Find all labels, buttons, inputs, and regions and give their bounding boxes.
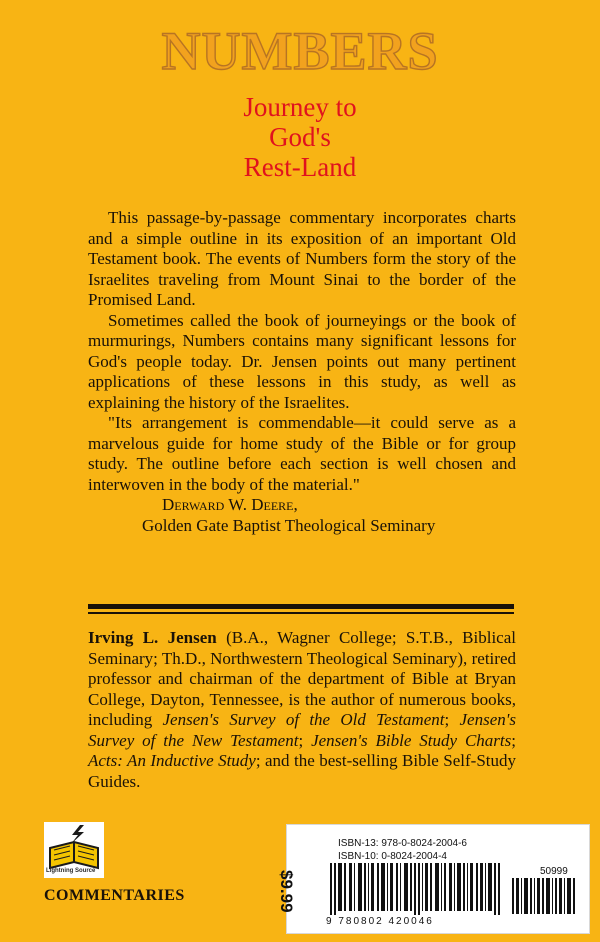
category-label: COMMENTARIES (44, 887, 185, 904)
barcode-digits: 9 780802 420046 (326, 916, 434, 927)
book-title-ref: Acts: An Inductive Study (88, 751, 256, 770)
description-paragraph: Sometimes called the book of journeyings or the book of murmurings, Numbers contains many significant lessons for God's people today. Dr. Jensen points out many pertinent applications of these lessons in this study, as well as explaining the history of the Israelites. (88, 310, 516, 412)
isbn-13: ISBN-13: 978-0-8024-2004-6 (338, 838, 467, 849)
separator: ; (444, 710, 460, 729)
endorser-affiliation: Golden Gate Baptist Theological Seminary (142, 515, 436, 535)
endorsement-attribution (88, 495, 516, 536)
separator: ; (298, 730, 312, 750)
divider-thin (88, 612, 514, 614)
subtitle-line: Journey to (243, 92, 357, 122)
endorsement-quote: "Its arrangement is commendable—it could serve as a marvelous guide for home study of the Bible or for group study. The outline before each section is well chosen and interwoven in the body of the material." (88, 413, 516, 494)
endorser-name: Derward W. Deere, (162, 495, 298, 514)
addon-barcode-icon (512, 878, 578, 914)
author-bio-end: ; and the best-selling Bible Self-Study Guides. (88, 751, 516, 791)
book-title-ref: Jensen's Bible Study Charts (311, 730, 512, 750)
book-subtitle (0, 92, 600, 182)
book-title-ref: Jensen's Survey of the Old Testament (162, 710, 445, 729)
subtitle-line: God's (269, 122, 331, 152)
author-bio (88, 628, 516, 792)
logo-label: Lightning Source (46, 868, 96, 874)
divider-thick (88, 604, 514, 609)
book-title-ref: Jensen's Survey of the New Testament (88, 710, 516, 750)
price-code: 50999 (540, 866, 568, 877)
author-bio-text: (B.A., Wagner College; S.T.B., Biblical Seminary; Th.D., Northwestern Theological Seminary), retired professor and chairman of the department of Bible at Bryan College, Dayton, Tennessee, is the author of numerous books, including (88, 628, 516, 729)
subtitle-line: Rest-Land (243, 152, 357, 182)
book-description (88, 208, 516, 536)
isbn-10: ISBN-10: 0-8024-2004-4 (338, 851, 447, 862)
barcode-icon (330, 863, 506, 915)
description-paragraph: This passage-by-passage commentary incorporates charts and a simple outline in its exposition of an important Old Testament book. The events of Numbers form the story of the Israelites traveling from Mount Sinai to the border of the Promised Land. (88, 208, 516, 309)
separator: ; (511, 730, 516, 750)
book-title: NUMBERS (161, 21, 439, 81)
author-name: Irving L. Jensen (88, 628, 217, 647)
price-label: $9.99 (277, 870, 296, 913)
